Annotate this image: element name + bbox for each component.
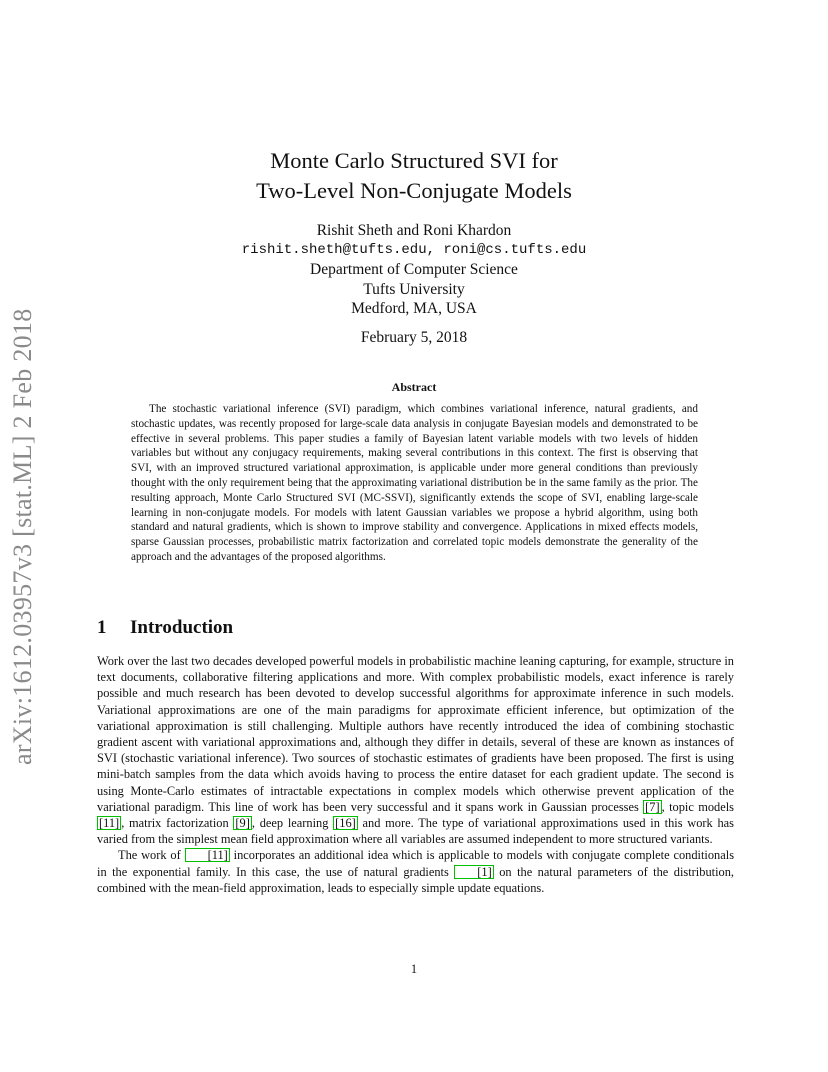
citation-link[interactable]: [11] (185, 848, 230, 862)
page-number: 1 (410, 962, 418, 976)
author-block (150, 221, 678, 319)
citation-link[interactable]: [1] (454, 865, 493, 879)
section-heading (97, 617, 233, 639)
citation-link[interactable]: [11] (99, 816, 120, 831)
introduction-body (97, 653, 734, 896)
paragraph-2-text-b: incorporates an additional idea which is applicable to models with conjugate complete conditionals in the exponential family. In this case, the use of natural gradients (97, 848, 735, 879)
arxiv-identifier: arXiv:1612.03957v3 [stat.ML] 2 Feb 2018 (8, 308, 37, 765)
title-line-1: Monte Carlo Structured SVI for (270, 148, 558, 173)
paragraph-1-text-b: , topic models (661, 799, 734, 814)
section-number: 1 (97, 617, 107, 638)
paragraph-2 (97, 847, 734, 896)
section-title: Introduction (130, 617, 234, 638)
paragraph-1-text-a: Work over the last two decades developed powerful models in probabilistic machine leaning capturing, for example, structure in text documents, collaborative filtering applications and more. With complex probabilistic models, exact inference is rarely possible and much research has been devoted to develop successful algorithms for approximate inference in such models. Variational approximations are one of the main paradigms for approximate efficient inference, but optimization of the variational approximation is still challenging. Multiple authors have recently introduced the idea of combining stochastic gradient ascent with variational approximations and, although they differ in details, several of these are known as instances of SVI (stochastic variational inference). Two sources of stochastic estimates of gradients have been proposed. The first is using mini-batch samples from the data which avoids having to process the entire dataset for each gradient update. The second is using Monte-Carlo estimates of intractable expectations in complex models which otherwise prevent application of the variational paradigm. This line of work has been very successful and it spans work in Gaussian processes (97, 654, 734, 814)
abstract-heading: Abstract (391, 380, 437, 394)
paragraph-1-text-e: and more. The type of variational approximations used in this work has varied from the simplest mean field approximation where all variables are assumed independent to more structured variants. (97, 816, 734, 847)
paragraph-1-text-c: , matrix factorization (121, 816, 234, 831)
citation-link[interactable]: [9] (235, 816, 250, 831)
publication-date: February 5, 2018 (360, 329, 468, 346)
authors: Rishit Sheth and Roni Khardon (316, 222, 512, 239)
paper-title (150, 146, 678, 206)
affiliation-university: Tufts University (363, 280, 465, 298)
citation-link[interactable]: [16] (335, 816, 356, 831)
paragraph-1 (97, 653, 734, 847)
title-line-2: Two-Level Non-Conjugate Models (256, 178, 572, 203)
paragraph-2-text-a: The work of (118, 848, 185, 863)
author-emails: rishit.sheth@tufts.edu, roni@cs.tufts.edu (241, 241, 587, 258)
paragraph-1-text-d: , deep learning (251, 816, 334, 831)
paragraph-2-text-c: on the natural parameters of the distribution, combined with the mean-field approximation, leads to especially simple update equations. (97, 864, 735, 895)
affiliation-department: Department of Computer Science (310, 261, 518, 278)
abstract-text: The stochastic variational inference (SVI) paradigm, which combines variational inference, natural gradients, and stochastic updates, was recently proposed for large-scale data analysis in conjugate Bayesian models and demonstrated to be effective in several problems. This paper studies a family of Bayesian latent variable models with two levels of hidden variables but without any conjugacy requirements, making several contributions in this context. The first is observing that SVI, with an improved structured variational approximation, is applicable under more general conditions than previously thought with the only requirement being that the approximating variational distribution be in the same family as the prior. The resulting approach, Monte Carlo Structured SVI (MC-SSVI), significantly extends the scope of SVI, enabling large-scale learning in non-conjugate models. For models with latent Gaussian variables we propose a hybrid algorithm, using both standard and natural gradients, which is shown to improve stability and convergence. Applications in mixed effects models, sparse Gaussian processes, probabilistic matrix factorization and correlated topic models demonstrate the generality of the approach and the advantages of the proposed algorithms. (131, 403, 698, 563)
citation-link[interactable]: [7] (645, 799, 660, 814)
affiliation-location: Medford, MA, USA (351, 300, 477, 317)
